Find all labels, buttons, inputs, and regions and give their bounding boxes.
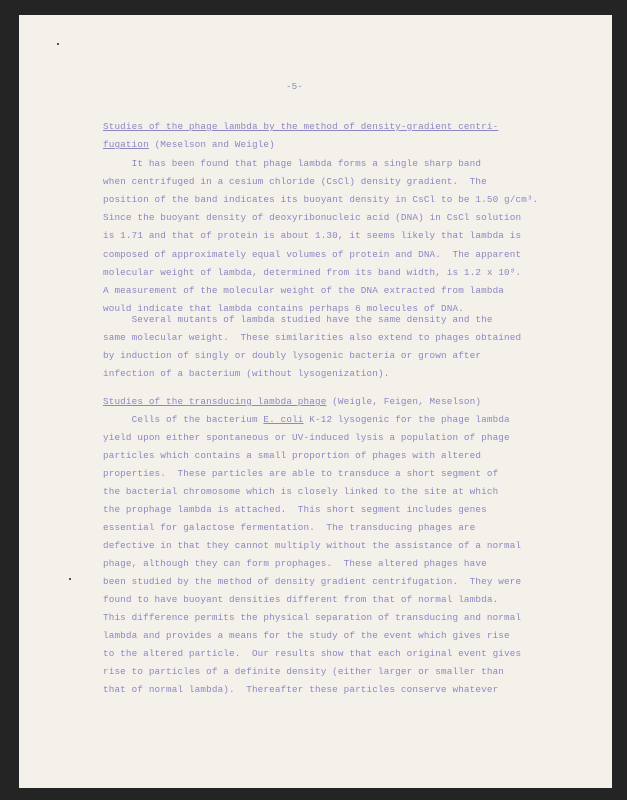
text-line: It has been found that phage lambda forms a single sharp band: [103, 158, 482, 169]
text-line: phage, although they can form prophages. These altered phages have: [103, 558, 487, 569]
text-line: that of normal lambda). Thereafter these particles conserve whatever: [103, 684, 499, 695]
text-line: the bacterial chromosome which is closely linked to the site at which: [103, 486, 499, 497]
s2-line-prefix: Cells of the bacterium: [103, 414, 264, 425]
species-name: E. coli: [263, 414, 304, 425]
paper-speck: [69, 578, 71, 580]
section1-heading: [103, 118, 498, 136]
text-line: the prophage lambda is attached. This short segment includes genes: [103, 504, 487, 515]
text-line: molecular weight of lambda, determined from its band width, is 1.2 x 10⁸.: [103, 266, 522, 278]
text-line: Since the buoyant density of deoxyribonucleic acid (DNA) in CsCl solution: [103, 212, 522, 224]
text-line: is 1.71 and that of protein is about 1.30, it seems likely that lambda is: [103, 230, 522, 242]
section2-heading-title: Studies of the transducing lambda phage: [103, 396, 327, 407]
text-line: position of the band indicates its buoyant density in CsCl to be 1.50 g/cm³.: [103, 194, 539, 206]
text-line: defective in that they cannot multiply without the assistance of a normal: [103, 540, 522, 551]
section2-authors: (Weigle, Feigen, Meselson): [326, 396, 482, 407]
text-line: lambda and provides a means for the study of the event which gives rise: [103, 630, 510, 641]
section1-heading-line1: Studies of the phage lambda by the method of density-gradient centri-: [103, 121, 499, 132]
section1-heading-cont: [103, 136, 275, 154]
text-line: by induction of singly or doubly lysogenic bacteria or grown after: [103, 350, 482, 362]
text-line: infection of a bacterium (without lysogenization).: [103, 368, 390, 380]
text-line: Several mutants of lambda studied have the same density and the: [103, 314, 493, 325]
text-line: composed of approximately equal volumes of protein and DNA. The apparent: [103, 248, 522, 260]
section2-heading: [103, 393, 481, 411]
paper-speck: [57, 43, 59, 45]
text-line: to the altered particle. Our results show that each original event gives: [103, 648, 522, 659]
s2-line-suffix: K-12 lysogenic for the phage lambda: [303, 414, 510, 425]
page-number: -5-: [286, 81, 303, 92]
text-line: been studied by the method of density gradient centrifugation. They were: [103, 576, 522, 587]
text-line: This difference permits the physical separation of transducing and normal: [103, 612, 522, 623]
section2-paragraph1-line-first: [103, 411, 510, 429]
text-line: found to have buoyant densities different from that of normal lambda.: [103, 594, 499, 605]
text-line: particles which contains a small proportion of phages with altered: [103, 450, 482, 461]
section1-authors: (Meselson and Weigle): [148, 139, 275, 150]
text-line: same molecular weight. These similarities also extend to phages obtained: [103, 332, 522, 344]
text-line: when centrifuged in a cesium chloride (CsCl) density gradient. The: [103, 176, 487, 188]
section1-heading-line2: fugation: [103, 139, 149, 150]
text-line: rise to particles of a definite density (either larger or smaller than: [103, 666, 505, 677]
document-page: [19, 15, 612, 788]
text-line: properties. These particles are able to transduce a short segment of: [103, 468, 499, 479]
text-line: A measurement of the molecular weight of the DNA extracted from lambda: [103, 284, 505, 296]
text-line: essential for galactose fermentation. The transducing phages are: [103, 522, 476, 533]
text-line: yield upon either spontaneous or UV-induced lysis a population of phage: [103, 432, 510, 443]
text-line: would indicate that lambda contains perhaps 6 molecules of DNA.: [103, 302, 464, 314]
